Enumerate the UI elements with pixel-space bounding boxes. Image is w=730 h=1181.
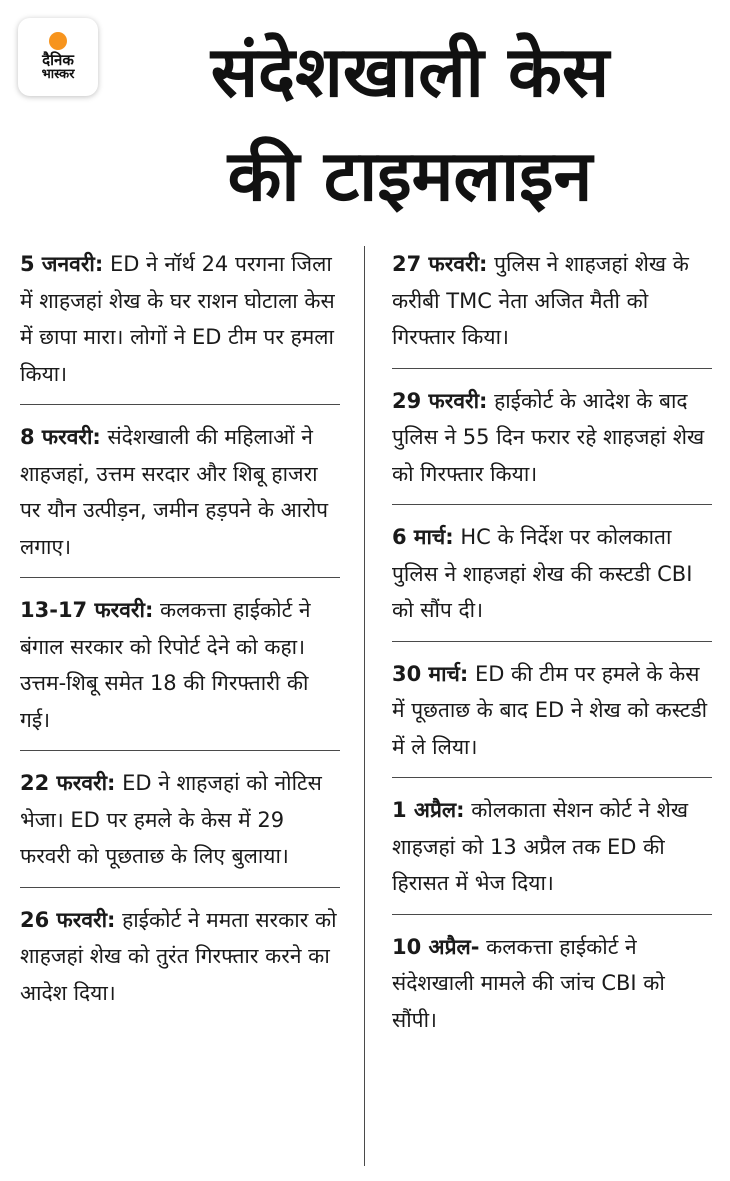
entry-text: पुलिस ने शाहजहां शेख के करीबी TMC नेता अजित मैती को गिरफ्तार किया। [392, 252, 689, 349]
entry-text: हाईकोर्ट के आदेश के बाद पुलिस ने 55 दिन फरार रहे शाहजहां शेख को गिरफ्तार किया। [392, 388, 705, 486]
entry-date: 26 फरवरी: [20, 907, 116, 932]
entry-date: 6 मार्च: [392, 525, 454, 549]
timeline [0, 232, 730, 1181]
sun-icon [49, 32, 67, 50]
logo-text-line1: दैनिक [42, 51, 74, 69]
timeline-entry [392, 915, 712, 1051]
timeline-entry [392, 232, 712, 369]
entry-text: ED ने नॉर्थ 24 परगना जिला में शाहजहां शेख के घर राशन घोटाला केस में छापा मारा। लोगों ने ED टीम पर हमला किया। [20, 252, 335, 386]
title-line-2: की टाइमलाइन [227, 135, 593, 217]
entry-text: ED की टीम पर हमले के केस में पूछताछ के बाद ED ने शेख को कस्टडी में ले लिया। [392, 661, 708, 759]
entry-date: 10 अप्रैल- [392, 934, 480, 959]
entry-date: 22 फरवरी: [20, 771, 116, 795]
entry-date: 5 जनवरी: [20, 252, 104, 276]
entry-text: कलकत्ता हाईकोर्ट ने संदेशखाली मामले की जांच CBI को सौंपी। [392, 934, 665, 1032]
timeline-entry [20, 405, 340, 578]
entry-date: 29 फरवरी: [392, 388, 488, 413]
entry-text: ED ने शाहजहां को नोटिस भेजा। ED पर हमले के केस में 29 फरवरी को पूछताछ के लिए बुलाया। [20, 771, 322, 868]
timeline-left-column [20, 232, 340, 1023]
timeline-entry [392, 369, 712, 506]
timeline-entry [392, 505, 712, 642]
entry-text: संदेशखाली की महिलाओं ने शाहजहां, उत्तम सरदार और शिबू हाजरा पर यौन उत्पीड़न, जमीन हड़पने के आरोप लगाए। [20, 425, 329, 559]
entry-date: 30 मार्च: [392, 661, 469, 686]
timeline-entry [20, 751, 340, 888]
timeline-right-column [392, 232, 712, 1050]
timeline-entry [20, 888, 340, 1024]
page-title [110, 20, 710, 228]
timeline-entry [20, 578, 340, 751]
timeline-entry [392, 642, 712, 779]
entry-date: 1 अप्रैल: [392, 798, 465, 822]
timeline-entry [20, 232, 340, 405]
column-divider [364, 246, 365, 1166]
logo-text-line2: भास्कर [41, 67, 75, 82]
entry-text: कलकत्ता हाईकोर्ट ने बंगाल सरकार को रिपोर्ट देने को कहा। उत्तम-शिबू समेत 18 की गिरफ्तारी की गई। [20, 598, 311, 732]
entry-text: हाईकोर्ट ने ममता सरकार को शाहजहां शेख को तुरंत गिरफ्तार करने का आदेश दिया। [20, 907, 337, 1005]
timeline-entry [392, 778, 712, 915]
entry-date: 27 फरवरी: [392, 252, 488, 276]
title-line-1: संदेशखाली केस [210, 31, 610, 113]
entry-text: कोलकाता सेशन कोर्ट ने शेख शाहजहां को 13 अप्रैल तक ED की हिरासत में भेज दिया। [392, 798, 689, 895]
entry-date: 8 फरवरी: [20, 425, 101, 449]
entry-date: 13-17 फरवरी: [20, 598, 154, 622]
dainik-bhaskar-logo [18, 18, 98, 96]
entry-text: HC के निर्देश पर कोलकाता पुलिस ने शाहजहां शेख की कस्टडी CBI को सौंप दी। [392, 525, 693, 622]
